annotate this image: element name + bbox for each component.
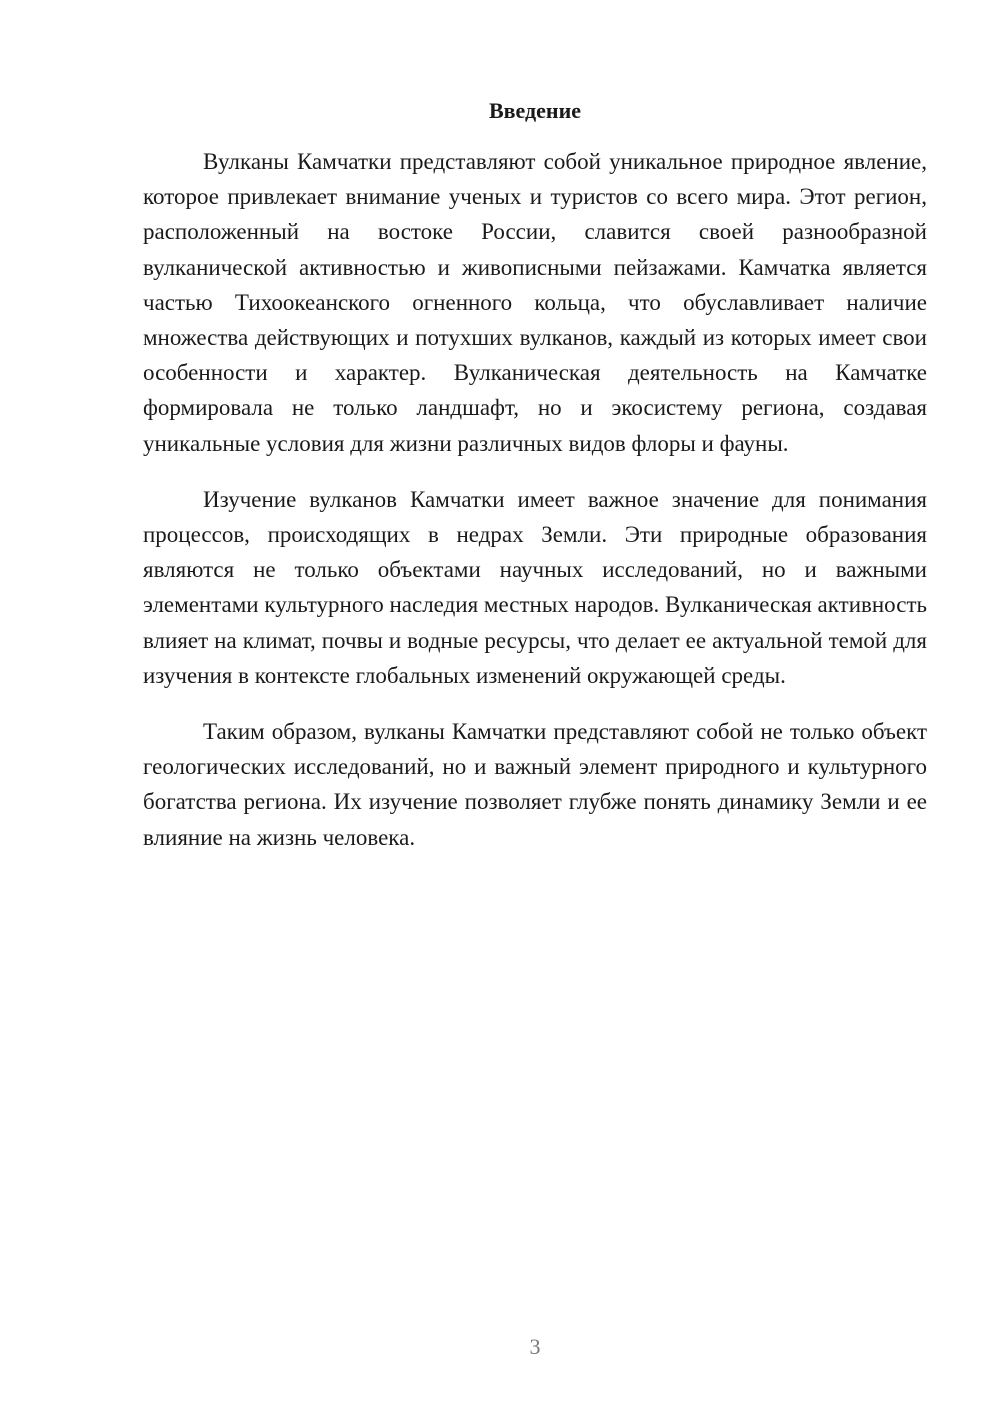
paragraph-2: Изучение вулканов Камчатки имеет важное значение для понимания процессов, происходящих в недрах Земли. Эти природные образования являются не только объектами научных исследований, но и важными элементами культурного наследия местных народов. Вулканическая активность влияет на климат, почвы и водные ресурсы, что делает ее актуальной темой для изучения в контексте глобальных изменений окружающей среды. bbox=[143, 486, 927, 688]
page-number: 3 bbox=[529, 1334, 541, 1359]
page-content bbox=[143, 96, 927, 855]
section-title: Введение bbox=[488, 98, 582, 123]
paragraph-1: Вулканы Камчатки представляют собой уникальное природное явление, которое привлекает внимание ученых и туристов со всего мира. Этот регион, расположенный на востоке России, славится своей разнообразной вулканической активностью и живописными пейзажами. Камчатка является частью Тихоокеанского огненного кольца, что обуславливает наличие множества действующих и потухших вулканов, каждый из которых имеет свои особенности и характер. Вулканическая деятельность на Камчатке формировала не только ландшафт, но и экосистему региона, создавая уникальные условия для жизни различных видов флоры и фауны. bbox=[143, 149, 927, 456]
paragraph-3: Таким образом, вулканы Камчатки представляют собой не только объект геологических исследований, но и важный элемент природного и культурного богатства региона. Их изучение позволяет глубже понять динамику Земли и ее влияние на жизнь человека. bbox=[143, 719, 927, 850]
